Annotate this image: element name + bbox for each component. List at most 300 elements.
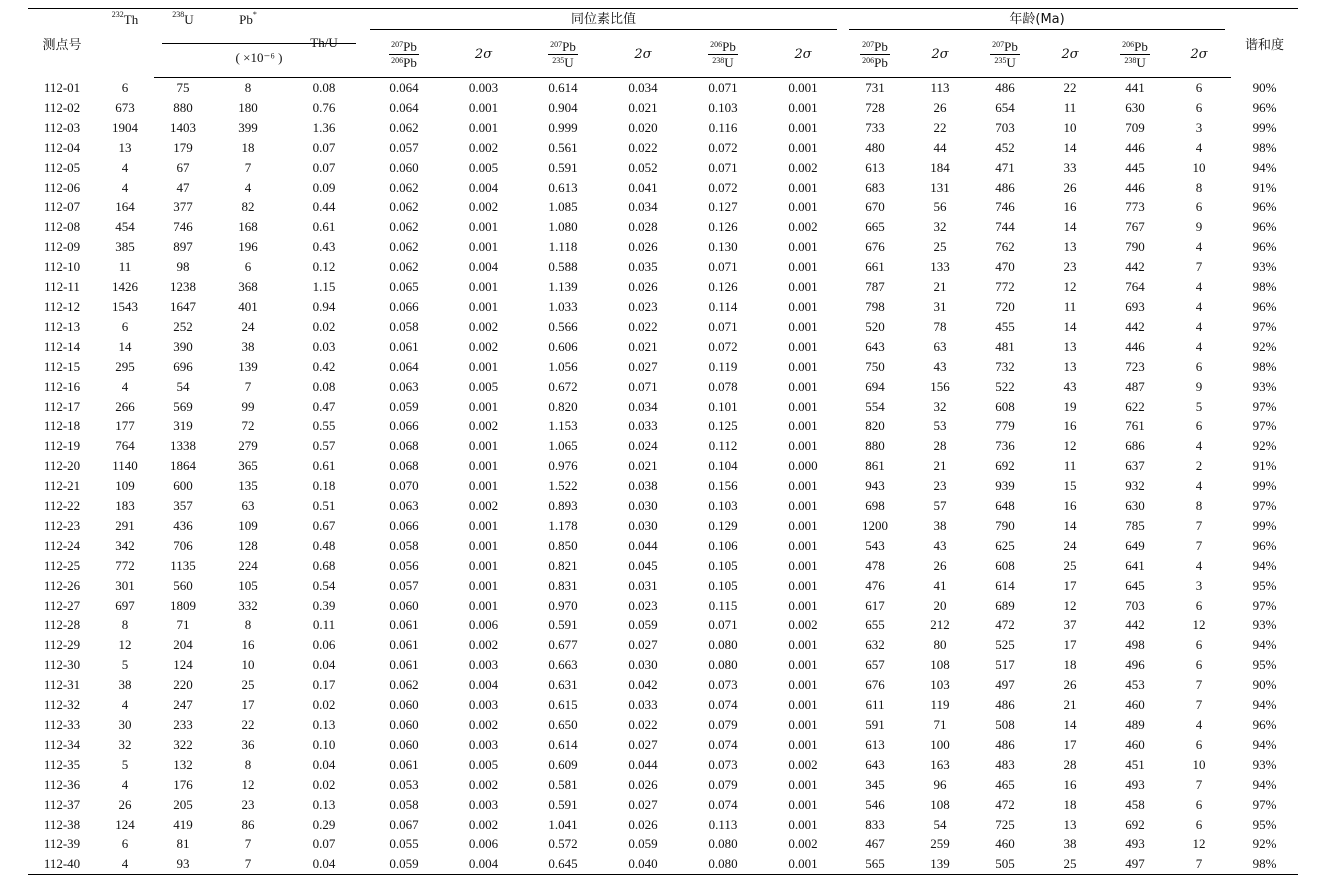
table-row [28,576,1298,596]
cell-spot-id: 112-25 [43,557,81,573]
cell-r-206-238-2s: 0.001 [788,199,818,215]
cell-r-206-238: 0.071 [708,80,738,95]
cell-r-207-206: 0.061 [389,657,419,673]
cell-age-207-206-2s: 184 [930,159,950,175]
cell-concordance: 95% [1252,657,1277,673]
cell-th232: 26 [118,796,132,812]
cell-age-207-206-2s: 78 [933,318,947,334]
cell-age-207-235: 648 [995,498,1015,514]
cell-r-206-238: 0.101 [708,398,738,414]
cell-r-206-238: 0.074 [708,736,738,752]
cell-age-206-238: 493 [1125,836,1145,852]
cell-age-206-238-2s: 7 [1195,677,1203,693]
cell-pb-star: 7 [244,378,252,394]
cell-r-207-206-2s: 0.002 [468,199,499,215]
cell-th232: 4 [121,159,129,175]
cell-r-207-235: 0.614 [548,80,578,95]
cell-age-207-206-2s: 119 [930,697,950,713]
cell-pb-star: 38 [241,338,255,354]
cell-concordance: 96% [1252,717,1277,732]
cell-r-206-238-2s: 0.001 [788,279,818,295]
cell-age-207-206: 632 [865,637,885,653]
cell-th-u: 0.57 [312,438,336,454]
cell-age-206-238-2s: 6 [1195,657,1203,673]
cell-r-207-206-2s: 0.003 [468,736,499,752]
cell-age-206-238-2s: 10 [1192,159,1206,175]
cell-r-206-238: 0.080 [708,637,738,653]
cell-age-207-206-2s: 57 [933,498,947,514]
cell-r-206-238-2s: 0.001 [788,816,818,832]
cell-age-207-206: 467 [865,836,885,852]
cell-age-206-238-2s: 4 [1195,438,1203,454]
th-u-header: Th/U [310,35,338,50]
cell-r-206-238-2s: 0.001 [788,697,818,713]
cell-age-206-238: 497 [1103,854,1167,874]
cell-r-207-235-2s: 0.041 [628,179,658,195]
cell-spot-id: 112-34 [43,736,81,752]
cell-age-207-235: 625 [995,537,1015,553]
cell-concordance: 97% [1252,398,1277,414]
cell-age-207-235-2s: 43 [1063,378,1077,394]
cell-th-u: 0.94 [312,298,336,314]
cell-spot-id: 112-07 [43,199,81,215]
cell-u238: 47 [176,179,190,195]
cell-age-207-235: 472 [995,617,1015,633]
cell-age-207-206: 613 [865,736,885,752]
cell-r-207-206-2s: 0.003 [468,796,499,812]
cell-r-207-235: 0.631 [548,677,578,693]
cell-r-206-238-2s: 0.001 [788,358,818,374]
cell-r-207-206: 0.062 [389,219,419,235]
cell-u238: 1135 [170,557,196,573]
cell-age-207-235-2s: 14 [1063,717,1077,732]
cell-u238: 179 [173,139,193,155]
cell-age-206-238: 487 [1125,378,1145,394]
cell-u238: 252 [173,318,193,334]
cell-r-207-206-2s: 0.001 [468,219,499,235]
cell-age-207-235: 455 [995,318,1015,334]
cell-r-206-238: 0.073 [708,677,738,693]
cell-r-207-206-2s: 0.004 [468,677,499,693]
cell-r-207-206-2s: 0.005 [468,159,499,175]
cell-age-206-238-2s: 6 [1195,796,1203,812]
cell-concordance: 94% [1252,736,1277,752]
cell-u238: 124 [173,657,193,673]
cell-age-207-206-2s: 26 [933,557,947,573]
cell-r-207-206: 0.066 [389,517,419,533]
cell-pb-star: 135 [238,478,258,494]
cell-u238: 67 [176,159,190,175]
cell-r-207-235-2s: 0.027 [628,796,658,812]
cell-age-206-238: 773 [1125,199,1145,215]
cell-spot-id: 112-10 [43,259,81,275]
cell-age-207-235-2s: 10 [1063,119,1077,135]
cell-age-206-238-2s: 6 [1195,358,1203,374]
cell-r-206-238-2s: 0.002 [788,159,818,175]
cell-u238: 880 [173,99,193,115]
cell-age-207-206: 543 [865,537,885,553]
cell-r-207-235-2s: 0.034 [628,398,658,414]
cell-r-207-206: 0.062 [389,119,419,135]
cell-r-207-206-2s: 0.001 [468,597,499,613]
cell-age-206-238: 493 [1125,776,1145,792]
cell-r-207-235-2s: 0.052 [628,159,658,175]
cell-r-206-238: 0.071 [708,159,738,175]
cell-th-u: 0.44 [312,199,336,215]
cell-concordance: 90% [1252,677,1277,693]
cell-r-207-206-2s: 0.001 [468,99,499,115]
cell-age-207-206-2s: 20 [933,597,947,613]
cell-r-206-238-2s: 0.001 [788,597,818,613]
cell-spot-id: 112-39 [43,836,81,852]
cell-r-207-206: 0.062 [389,179,419,195]
cell-age-206-238-2s: 3 [1195,577,1203,593]
cell-r-206-238-2s: 0.002 [788,756,818,772]
cell-r-207-206-2s: 0.002 [468,776,499,792]
cell-r-207-235: 1.080 [548,219,578,235]
cell-r-206-238: 0.103 [708,99,738,115]
cell-r-206-238: 0.079 [708,776,738,792]
cell-r-207-206-2s: 0.001 [468,298,499,314]
cell-r-207-235-2s: 0.033 [628,697,658,713]
cell-r-207-206-2s: 0.001 [468,438,499,454]
cell-r-207-206: 0.055 [389,836,419,852]
table-row [28,536,1298,556]
cell-age-206-238-2s: 6 [1195,597,1203,613]
cell-u238: 132 [173,756,193,772]
cell-age-206-238: 703 [1125,597,1145,613]
cell-r-206-238-2s: 0.001 [788,318,818,334]
cell-age-207-206-2s: 22 [933,119,947,135]
cell-r-206-238: 0.127 [708,199,738,215]
cell-age-207-206: 478 [865,557,885,573]
cell-age-207-206: 1200 [862,517,889,533]
cell-age-207-235-2s: 21 [1063,697,1077,713]
cell-age-207-235: 486 [995,697,1015,713]
cell-r-207-206: 0.059 [389,398,419,414]
cell-age-207-206: 613 [865,159,885,175]
cell-concordance: 94% [1252,159,1277,175]
cell-age-206-238: 446 [1125,179,1145,195]
cell-r-207-235: 0.581 [548,776,578,792]
cell-age-207-206: 750 [865,358,885,374]
cell-age-207-206: 617 [865,597,885,613]
cell-age-207-235: 725 [995,816,1015,832]
cell-u238: 897 [173,239,193,255]
cell-spot-id: 112-31 [43,677,81,693]
cell-th232: 697 [115,597,135,613]
cell-r-207-206-2s: 0.005 [468,378,499,394]
cell-r-206-238: 0.072 [708,179,738,195]
cell-age-207-235-2s: 33 [1063,159,1077,175]
cell-r-207-206: 0.068 [389,458,419,474]
cell-age-207-206-2s: 80 [933,637,947,653]
table-row [28,237,1298,257]
cell-th-u: 0.61 [312,219,336,235]
cell-th232: 12 [118,637,132,653]
cell-r-206-238-2s: 0.001 [788,398,818,414]
table-body [28,78,1298,875]
cell-th-u: 0.17 [312,677,336,693]
cell-r-206-238-2s: 0.001 [788,537,818,553]
cell-th232: 6 [121,836,129,852]
cell-age-207-235-2s: 14 [1063,517,1077,533]
cell-age-207-235: 614 [995,577,1015,593]
cell-spot-id: 112-15 [43,358,81,374]
cell-age-207-206-2s: 32 [933,219,947,235]
cell-th232: 301 [115,577,135,593]
cell-th232: 30 [118,717,132,732]
cell-concordance: 97% [1252,418,1277,434]
cell-age-207-235-2s: 22 [1063,80,1077,95]
cell-r-207-235: 0.820 [548,398,578,414]
cell-age-206-238: 630 [1125,99,1145,115]
cell-age-207-206: 611 [865,697,885,713]
cell-pb-star: 25 [241,677,255,693]
cell-u238: 1403 [170,119,196,135]
cell-r-207-235: 0.614 [548,736,578,752]
cell-r-207-235: 0.970 [548,597,578,613]
table-row [28,217,1298,237]
cell-u238: 600 [173,478,193,494]
table-row [28,834,1298,854]
cell-r-207-206-2s: 0.004 [468,179,499,195]
cell-pb-star: 22 [241,717,255,732]
cell-age-207-235-2s: 16 [1063,199,1077,215]
cell-r-206-238: 0.080 [708,836,738,852]
cell-age-206-238: 709 [1125,119,1145,135]
cell-spot-id: 112-02 [43,99,81,115]
cell-r-206-238: 0.113 [708,816,738,832]
cell-r-206-238-2s: 0.001 [788,259,818,275]
cell-pb-star: 279 [238,438,258,454]
cell-r-207-235: 0.663 [548,657,578,673]
cell-th-u: 0.42 [312,358,336,374]
cell-spot-id: 112-26 [43,577,81,593]
cell-r-207-235: 0.999 [548,119,578,135]
cell-concordance: 99% [1252,478,1277,494]
cell-spot-id: 112-14 [43,338,81,354]
cell-age-207-206: 798 [865,298,885,314]
cell-r-207-206: 0.061 [389,617,419,633]
cell-r-207-235: 1.056 [548,358,578,374]
cell-age-206-238: 496 [1125,657,1145,673]
cell-age-206-238: 641 [1125,557,1145,573]
cell-spot-id: 112-30 [43,657,81,673]
cell-r-207-206: 0.060 [389,597,419,613]
cell-r-207-235: 0.572 [548,836,578,852]
cell-spot-id: 112-08 [43,219,81,235]
cell-r-207-206: 0.062 [389,239,419,255]
cell-r-206-238: 0.080 [683,854,763,874]
cell-u238: 390 [173,338,193,354]
cell-spot-id: 112-22 [43,498,81,514]
cell-r-207-235: 1.085 [548,199,578,215]
cell-r-207-235-2s: 0.022 [628,717,658,732]
cell-age-207-206-2s: 63 [933,338,947,354]
cell-r-207-206: 0.057 [389,139,419,155]
cell-r-207-235: 1.139 [548,279,578,295]
table-row [28,516,1298,536]
cell-u238: 75 [176,80,190,95]
table-row [28,337,1298,357]
cell-age-207-235: 762 [995,239,1015,255]
cell-pb-star: 82 [241,199,255,215]
cell-u238: 93 [154,854,212,874]
cell-r-207-206: 0.064 [389,358,419,374]
cell-r-206-238-2s: 0.000 [788,458,818,474]
cell-u238: 1809 [170,597,196,613]
cell-age-207-235: 481 [995,338,1015,354]
cell-r-206-238: 0.126 [708,219,738,235]
cell-age-207-235-2s: 38 [1063,836,1077,852]
cell-spot-id: 112-40 [28,854,96,874]
table-row [28,655,1298,675]
cell-concordance: 93% [1252,756,1277,772]
cell-r-207-235-2s: 0.044 [628,756,658,772]
table-row [28,695,1298,715]
cell-u238: 204 [173,637,193,653]
cell-pb-star: 139 [238,358,258,374]
cell-spot-id: 112-19 [43,438,81,454]
cell-th232: 109 [115,478,135,494]
cell-r-207-235: 0.893 [548,498,578,514]
cell-spot-id: 112-24 [43,537,81,553]
cell-age-206-238: 932 [1125,478,1145,494]
cell-age-206-238: 767 [1125,219,1145,235]
cell-age-206-238: 460 [1125,736,1145,752]
cell-r-206-238-2s: 0.001 [788,577,818,593]
cell-age-207-235-2s: 25 [1037,854,1103,874]
cell-r-206-238: 0.125 [708,418,738,434]
cell-concordance: 94% [1252,637,1277,653]
cell-concordance: 97% [1252,498,1277,514]
cell-age-207-235-2s: 26 [1063,179,1077,195]
concordance-header: 谐和度 [1245,37,1285,53]
cell-r-206-238: 0.072 [708,139,738,155]
cell-r-207-235: 0.609 [548,756,578,772]
cell-age-207-206: 657 [865,657,885,673]
cell-age-206-238-2s: 4 [1195,239,1203,255]
cell-age-207-235-2s: 18 [1063,657,1077,673]
cell-age-207-206: 655 [865,617,885,633]
cell-r-206-238-2s: 0.001 [788,796,818,812]
cell-r-207-206: 0.060 [389,159,419,175]
cell-u238: 357 [173,498,193,514]
cell-r-207-235-2s: 0.034 [628,80,658,95]
cell-th232: 454 [115,219,135,235]
cell-r-207-235-2s: 0.024 [628,438,658,454]
table-row [28,118,1298,138]
cell-age-207-206-2s: 31 [933,298,947,314]
cell-th232: 124 [115,816,135,832]
cell-spot-id: 112-06 [43,179,81,195]
cell-concordance: 90% [1252,79,1277,95]
cell-age-207-235: 939 [995,478,1015,494]
cell-age-206-238-2s: 6 [1195,80,1203,95]
cell-age-207-206: 476 [865,577,885,593]
cell-age-207-206-2s: 108 [930,657,950,673]
cell-r-207-235-2s: 0.071 [628,378,658,394]
cell-r-207-235-2s: 0.030 [628,498,658,514]
cell-r-206-238-2s: 0.001 [788,298,818,314]
cell-spot-id: 112-38 [43,816,81,832]
cell-pb-star: 399 [238,119,258,135]
cell-th-u: 0.68 [312,557,336,573]
cell-age-207-206: 733 [865,119,885,135]
ratio-207pb-235u-header: $\frac{^{207}Pb}{^{235}U}$ [523,31,603,78]
cell-age-207-206-2s: 53 [933,418,947,434]
cell-th232: 183 [115,498,135,514]
cell-age-207-235: 470 [995,259,1015,275]
cell-concordance: 93% [1252,617,1277,633]
cell-r-207-235-2s: 0.044 [628,537,658,553]
cell-th232: 8 [121,617,129,633]
cell-r-206-238-2s: 0.002 [788,836,818,852]
cell-r-207-235-2s: 0.033 [628,418,658,434]
cell-r-206-238: 0.074 [708,796,738,812]
cell-r-207-235-2s: 0.035 [628,259,658,275]
cell-age-207-206-2s: 163 [930,756,950,772]
age-207pb-235u-header: $\frac{^{207}Pb}{^{235}U}$ [973,31,1037,78]
cell-th232: 177 [115,418,135,434]
table-row [28,496,1298,516]
cell-pb-star: 332 [238,597,258,613]
cell-age-207-235: 486 [995,179,1015,195]
cell-age-206-238-2s: 6 [1195,637,1203,653]
table-row [28,795,1298,815]
cell-age-206-238-2s: 6 [1195,816,1203,832]
cell-spot-id: 112-29 [43,637,81,653]
cell-age-207-235: 720 [995,298,1015,314]
cell-concordance: 91% [1252,179,1277,195]
table-row [28,377,1298,397]
cell-u238: 81 [176,836,190,852]
cell-age-207-206: 546 [865,796,885,812]
cell-age-206-238-2s: 4 [1195,298,1203,314]
cell-r-206-238-2s: 0.001 [788,517,818,533]
cell-u238: 560 [173,577,193,593]
cell-age-206-238-2s: 9 [1195,378,1203,394]
cell-r-206-238-2s: 0.001 [788,338,818,354]
table-row [28,138,1298,158]
cell-th-u: 0.13 [312,717,336,732]
cell-u238: 1864 [170,458,196,474]
cell-u238: 706 [173,537,193,553]
cell-r-206-238: 0.105 [708,557,738,573]
cell-pb-star: 36 [241,736,255,752]
cell-r-206-238: 0.114 [708,298,738,314]
cell-spot-id: 112-13 [43,318,81,334]
cell-age-206-238-2s: 6 [1195,418,1203,434]
content-unit-header: ( ×10⁻⁶ ) [154,31,364,78]
cell-spot-id: 112-32 [43,697,81,713]
cell-age-206-238: 446 [1125,338,1145,354]
cell-pb-star: 6 [244,259,252,275]
cell-concordance: 91% [1252,458,1277,474]
cell-th232: 1426 [112,279,138,295]
cell-r-206-238-2s: 0.001 [788,119,818,135]
cell-age-207-235-2s: 11 [1063,458,1077,474]
cell-spot-id: 112-37 [43,796,81,812]
cell-r-207-235-2s: 0.059 [628,617,658,633]
cell-age-206-238: 458 [1125,796,1145,812]
cell-th-u: 0.09 [312,179,336,195]
cell-age-206-238: 442 [1125,318,1145,334]
cell-r-207-235: 0.566 [548,318,578,334]
cell-r-207-206: 0.053 [389,776,419,792]
cell-age-207-235: 608 [995,557,1015,573]
